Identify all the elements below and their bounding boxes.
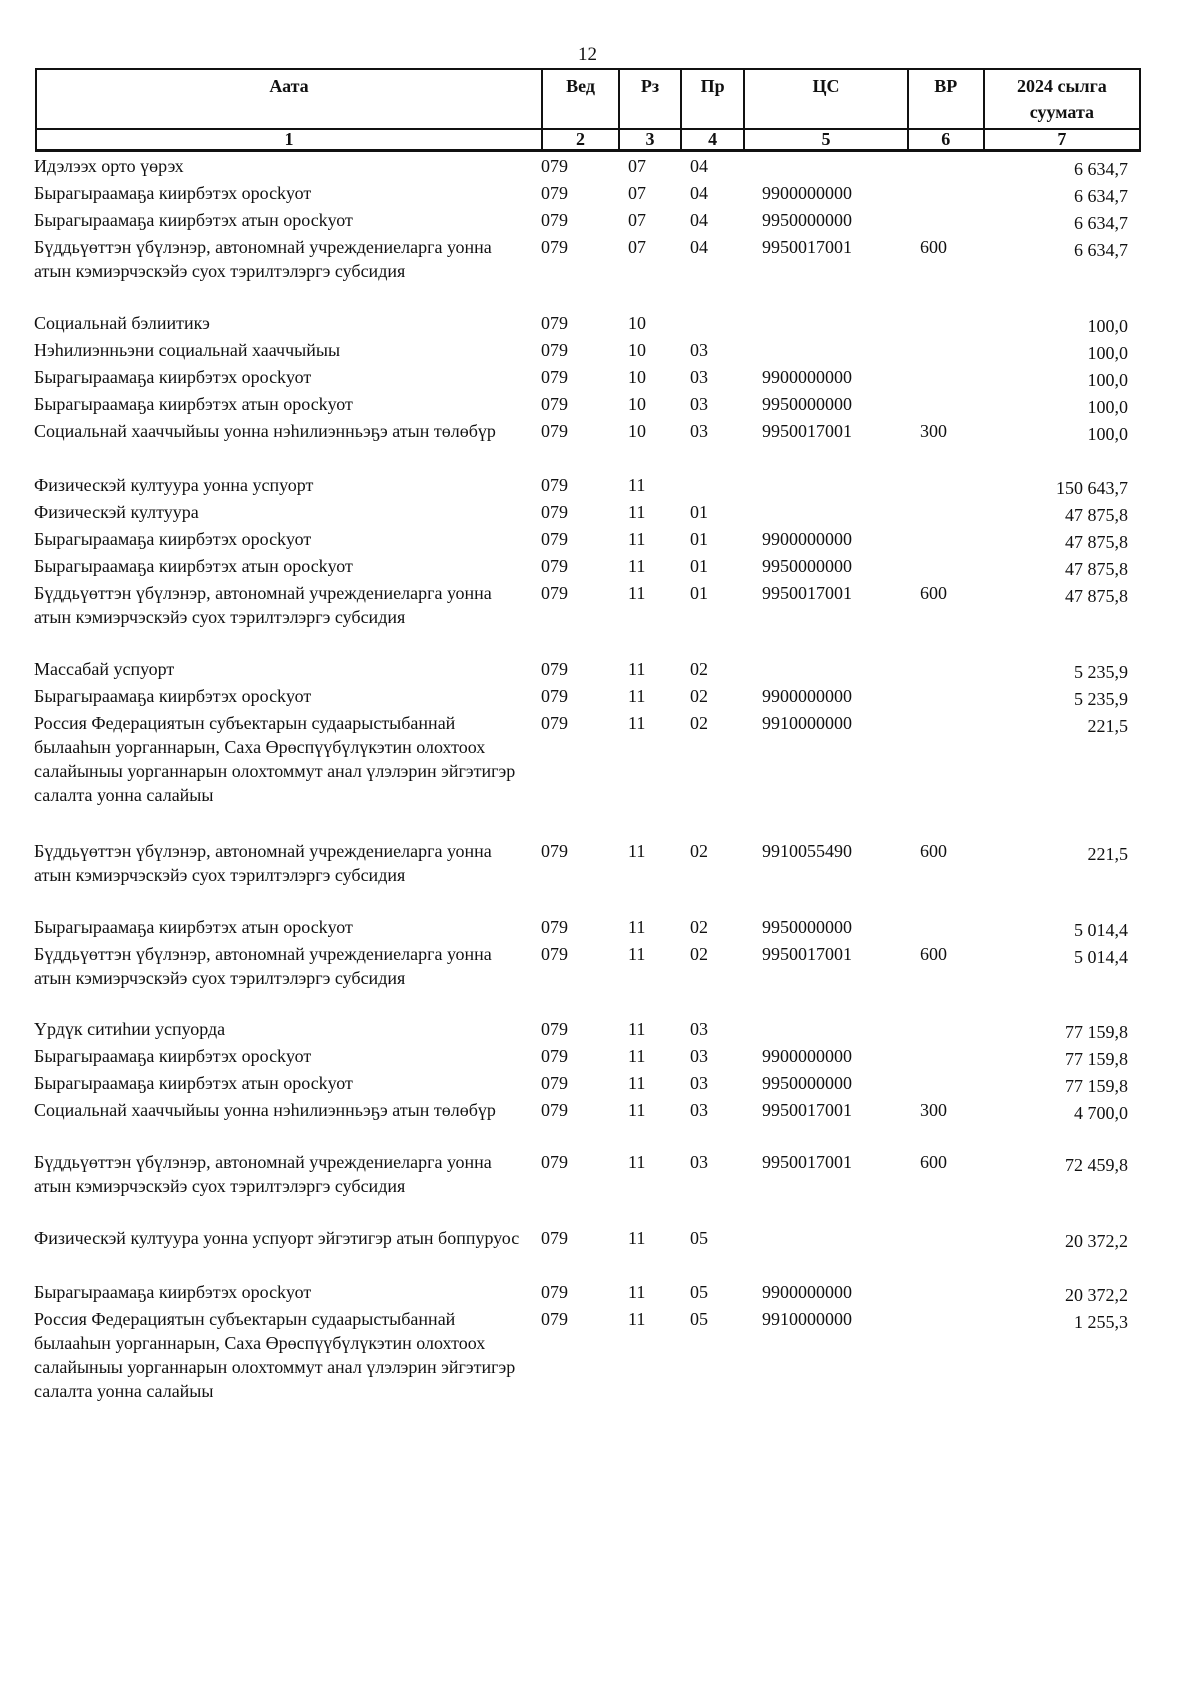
table-row <box>0 1307 1200 1407</box>
row-ved: 079 <box>541 475 568 495</box>
row-ved: 079 <box>541 1073 568 1093</box>
row-name: Массабай успуорт <box>34 659 175 679</box>
row-pr: 02 <box>690 686 708 706</box>
row-sum: 47 875,8 <box>1065 586 1128 606</box>
header-num-2: 2 <box>542 129 619 151</box>
row-name: Бырагыраамаҕа киирбэтэх оросkуот <box>34 686 312 706</box>
row-ved: 079 <box>541 1046 568 1066</box>
row-sum: 5 235,9 <box>1074 689 1128 709</box>
row-ved: 079 <box>541 313 568 333</box>
table-row <box>0 942 1200 1017</box>
row-rz: 11 <box>628 529 646 549</box>
row-ved: 079 <box>541 1100 568 1120</box>
row-rz: 11 <box>628 1228 646 1248</box>
row-cs: 9950000000 <box>762 394 852 414</box>
row-sum: 20 372,2 <box>1065 1285 1128 1305</box>
table-row <box>0 338 1200 365</box>
table-row <box>0 1017 1200 1044</box>
table-row <box>0 657 1200 684</box>
row-pr: 04 <box>690 210 708 230</box>
row-pr: 03 <box>690 394 708 414</box>
row-pr: 02 <box>690 917 708 937</box>
table-row <box>0 684 1200 711</box>
row-pr: 04 <box>690 183 708 203</box>
row-ved: 079 <box>541 1282 568 1302</box>
row-ved: 079 <box>541 686 568 706</box>
row-cs: 9910000000 <box>762 713 852 733</box>
row-name: Нэһилиэнньэни социальнай хааччыйыы <box>34 340 341 360</box>
header-num-6: 6 <box>908 129 984 151</box>
row-cs: 9910000000 <box>762 1309 852 1329</box>
row-rz: 10 <box>628 313 646 333</box>
table-row <box>0 527 1200 554</box>
header-name: Аата <box>36 69 542 129</box>
row-rz: 11 <box>628 556 646 576</box>
row-name: Бүддьүөттэн үбүлэнэр, автономнай учреждениеларга уонна атын кэмиэрчэскэйэ суох тэрилтэлэргэ субсидия <box>34 841 492 885</box>
header-num-1: 1 <box>36 129 542 151</box>
row-ved: 079 <box>541 713 568 733</box>
row-ved: 079 <box>541 529 568 549</box>
row-sum: 72 459,8 <box>1065 1155 1128 1175</box>
row-ved: 079 <box>541 659 568 679</box>
row-cs: 9950017001 <box>762 944 852 964</box>
row-rz: 11 <box>628 1152 646 1172</box>
row-name: Бырагыраамаҕа киирбэтэх атын оросkуот <box>34 917 353 937</box>
table-row <box>0 473 1200 500</box>
table-row <box>0 208 1200 235</box>
row-ved: 079 <box>541 944 568 964</box>
header-num-4: 4 <box>681 129 744 151</box>
header-num-5: 5 <box>744 129 908 151</box>
row-sum: 6 634,7 <box>1074 159 1128 179</box>
row-sum: 221,5 <box>1087 844 1128 864</box>
row-ved: 079 <box>541 394 568 414</box>
row-cs: 9900000000 <box>762 367 852 387</box>
row-ved: 079 <box>541 156 568 176</box>
row-vr: 600 <box>920 944 947 964</box>
row-ved: 079 <box>541 237 568 257</box>
row-ved: 079 <box>541 841 568 861</box>
row-pr: 02 <box>690 841 708 861</box>
row-pr: 05 <box>690 1228 708 1248</box>
row-rz: 11 <box>628 475 646 495</box>
row-name: Социальнай хааччыйыы уонна нэһилиэнньэҕэ атын төлөбүр <box>34 421 496 441</box>
row-pr: 02 <box>690 944 708 964</box>
row-name: Физическэй култуура уонна успуорт эйгэтигэр атын боппуруос <box>34 1228 520 1248</box>
row-cs: 9950000000 <box>762 1073 852 1093</box>
row-vr: 600 <box>920 583 947 603</box>
header-sum: 2024 сылга суумата <box>984 69 1140 129</box>
row-sum: 100,0 <box>1087 316 1128 336</box>
row-name: Бырагыраамаҕа киирбэтэх оросkуот <box>34 1046 312 1066</box>
header-num-3: 3 <box>619 129 681 151</box>
row-name: Үрдүк ситиһии успуорда <box>34 1019 226 1039</box>
header-ved: Вед <box>542 69 619 129</box>
row-sum: 100,0 <box>1087 343 1128 363</box>
header-num-7: 7 <box>984 129 1140 151</box>
table-row <box>0 839 1200 915</box>
page-number: 12 <box>578 44 597 65</box>
row-name: Бырагыраамаҕа киирбэтэх атын оросkуот <box>34 210 353 230</box>
row-name: Бүддьүөттэн үбүлэнэр, автономнай учреждениеларга уонна атын кэмиэрчэскэйэ суох тэрилтэлэргэ субсидия <box>34 1152 492 1196</box>
table-row <box>0 711 1200 839</box>
table-body <box>0 154 1200 1407</box>
row-sum: 47 875,8 <box>1065 505 1128 525</box>
row-pr: 03 <box>690 1046 708 1066</box>
row-pr: 01 <box>690 583 708 603</box>
row-name: Бырагыраамаҕа киирбэтэх оросkуот <box>34 1282 312 1302</box>
table-row <box>0 392 1200 419</box>
row-vr: 600 <box>920 1152 947 1172</box>
row-vr: 300 <box>920 421 947 441</box>
row-pr: 04 <box>690 156 708 176</box>
row-ved: 079 <box>541 340 568 360</box>
row-sum: 100,0 <box>1087 397 1128 417</box>
row-rz: 07 <box>628 237 646 257</box>
row-sum: 77 159,8 <box>1065 1049 1128 1069</box>
row-sum: 6 634,7 <box>1074 240 1128 260</box>
row-pr: 04 <box>690 237 708 257</box>
table-row <box>0 1280 1200 1307</box>
row-cs: 9950017001 <box>762 1152 852 1172</box>
row-rz: 11 <box>628 659 646 679</box>
table-row <box>0 915 1200 942</box>
row-name: Бүддьүөттэн үбүлэнэр, автономнай учреждениеларга уонна атын кэмиэрчэскэйэ суох тэрилтэлэргэ субсидия <box>34 237 492 281</box>
row-ved: 079 <box>541 1152 568 1172</box>
row-sum: 5 014,4 <box>1074 947 1128 967</box>
header-pr: Пр <box>681 69 744 129</box>
table-row <box>0 154 1200 181</box>
row-sum: 47 875,8 <box>1065 559 1128 579</box>
table-row <box>0 1071 1200 1098</box>
row-ved: 079 <box>541 1019 568 1039</box>
row-pr: 03 <box>690 421 708 441</box>
row-cs: 9950017001 <box>762 1100 852 1120</box>
row-name: Физическэй култуура уонна успуорт <box>34 475 314 495</box>
row-name: Бырагыраамаҕа киирбэтэх атын оросkуот <box>34 1073 353 1093</box>
row-rz: 10 <box>628 367 646 387</box>
row-ved: 079 <box>541 1228 568 1248</box>
header-vr: ВР <box>908 69 984 129</box>
row-name: Бырагыраамаҕа киирбэтэх оросkуот <box>34 367 312 387</box>
row-rz: 11 <box>628 713 646 733</box>
row-pr: 01 <box>690 529 708 549</box>
row-vr: 600 <box>920 237 947 257</box>
row-cs: 9950017001 <box>762 583 852 603</box>
row-sum: 100,0 <box>1087 370 1128 390</box>
row-pr: 03 <box>690 1100 708 1120</box>
row-rz: 07 <box>628 183 646 203</box>
row-ved: 079 <box>541 917 568 937</box>
row-ved: 079 <box>541 1309 568 1329</box>
row-cs: 9910055490 <box>762 841 852 861</box>
row-cs: 9950017001 <box>762 421 852 441</box>
row-rz: 11 <box>628 1100 646 1120</box>
row-rz: 07 <box>628 210 646 230</box>
row-pr: 03 <box>690 340 708 360</box>
row-pr: 01 <box>690 556 708 576</box>
row-cs: 9950000000 <box>762 556 852 576</box>
row-sum: 221,5 <box>1087 716 1128 736</box>
row-pr: 03 <box>690 1019 708 1039</box>
row-cs: 9900000000 <box>762 1046 852 1066</box>
table-row <box>0 1098 1200 1150</box>
row-rz: 10 <box>628 421 646 441</box>
row-vr: 600 <box>920 841 947 861</box>
table-row <box>0 554 1200 581</box>
row-cs: 9950017001 <box>762 237 852 257</box>
row-cs: 9900000000 <box>762 183 852 203</box>
row-sum: 5 014,4 <box>1074 920 1128 940</box>
row-ved: 079 <box>541 210 568 230</box>
row-ved: 079 <box>541 183 568 203</box>
row-name: Физическэй култуура <box>34 502 199 522</box>
row-name: Россия Федерациятын субъектарын судаарыстыбаннай былааһын уорганнарын, Саха Өрөспүүбүлүкэтин олохтоох салайыныы уорганнарын олохтоммут анал үлэлэрин эйгэтигэр салалта уонна салайыы <box>34 1309 516 1401</box>
row-cs: 9900000000 <box>762 686 852 706</box>
row-sum: 47 875,8 <box>1065 532 1128 552</box>
row-cs: 9950000000 <box>762 210 852 230</box>
row-rz: 11 <box>628 502 646 522</box>
row-sum: 5 235,9 <box>1074 662 1128 682</box>
row-ved: 079 <box>541 583 568 603</box>
table-row <box>0 500 1200 527</box>
row-sum: 6 634,7 <box>1074 186 1128 206</box>
row-pr: 05 <box>690 1309 708 1329</box>
table-row <box>0 1150 1200 1226</box>
header-cs: ЦС <box>744 69 908 129</box>
row-rz: 11 <box>628 1073 646 1093</box>
table-row <box>0 419 1200 473</box>
row-name: Бүддьүөттэн үбүлэнэр, автономнай учреждениеларга уонна атын кэмиэрчэскэйэ суох тэрилтэлэргэ субсидия <box>34 944 492 988</box>
table-row <box>0 1226 1200 1280</box>
row-name: Россия Федерациятын субъектарын судаарыстыбаннай былааһын уорганнарын, Саха Өрөспүүбүлүкэтин олохтоох салайыныы уорганнарын олохтоммут анал үлэлэрин эйгэтигэр салалта уонна салайыы <box>34 713 516 805</box>
row-rz: 11 <box>628 1282 646 1302</box>
row-pr: 02 <box>690 713 708 733</box>
row-name: Бырагыраамаҕа киирбэтэх атын оросkуот <box>34 394 353 414</box>
row-sum: 77 159,8 <box>1065 1076 1128 1096</box>
row-rz: 07 <box>628 156 646 176</box>
table-row <box>0 311 1200 338</box>
row-rz: 10 <box>628 340 646 360</box>
row-name: Социальнай бэлиитикэ <box>34 313 210 333</box>
row-rz: 11 <box>628 583 646 603</box>
row-rz: 11 <box>628 1309 646 1329</box>
row-ved: 079 <box>541 367 568 387</box>
row-rz: 10 <box>628 394 646 414</box>
row-name: Идэлээх орто үөрэх <box>34 156 184 176</box>
row-name: Бырагыраамаҕа киирбэтэх оросkуот <box>34 183 312 203</box>
row-cs: 9900000000 <box>762 529 852 549</box>
row-rz: 11 <box>628 1019 646 1039</box>
row-pr: 01 <box>690 502 708 522</box>
row-ved: 079 <box>541 502 568 522</box>
row-rz: 11 <box>628 686 646 706</box>
header-rz: Рз <box>619 69 681 129</box>
row-sum: 100,0 <box>1087 424 1128 444</box>
row-pr: 03 <box>690 1073 708 1093</box>
row-pr: 02 <box>690 659 708 679</box>
row-ved: 079 <box>541 421 568 441</box>
row-sum: 77 159,8 <box>1065 1022 1128 1042</box>
row-sum: 150 643,7 <box>1056 478 1128 498</box>
row-name: Социальнай хааччыйыы уонна нэһилиэнньэҕэ атын төлөбүр <box>34 1100 496 1120</box>
row-rz: 11 <box>628 917 646 937</box>
row-name: Бырагыраамаҕа киирбэтэх оросkуот <box>34 529 312 549</box>
row-sum: 1 255,3 <box>1074 1312 1128 1332</box>
table-row <box>0 235 1200 311</box>
row-ved: 079 <box>541 556 568 576</box>
table-row <box>0 1044 1200 1071</box>
row-rz: 11 <box>628 841 646 861</box>
table-row <box>0 581 1200 657</box>
row-name: Бүддьүөттэн үбүлэнэр, автономнай учреждениеларга уонна атын кэмиэрчэскэйэ суох тэрилтэлэргэ субсидия <box>34 583 492 627</box>
table-row <box>0 365 1200 392</box>
row-sum: 20 372,2 <box>1065 1231 1128 1251</box>
row-cs: 9950000000 <box>762 917 852 937</box>
row-pr: 03 <box>690 367 708 387</box>
table-header <box>35 68 1141 152</box>
row-cs: 9900000000 <box>762 1282 852 1302</box>
row-rz: 11 <box>628 944 646 964</box>
row-rz: 11 <box>628 1046 646 1066</box>
row-pr: 05 <box>690 1282 708 1302</box>
row-sum: 6 634,7 <box>1074 213 1128 233</box>
table-row <box>0 181 1200 208</box>
row-vr: 300 <box>920 1100 947 1120</box>
row-name: Бырагыраамаҕа киирбэтэх атын оросkуот <box>34 556 353 576</box>
row-pr: 03 <box>690 1152 708 1172</box>
row-sum: 4 700,0 <box>1074 1103 1128 1123</box>
